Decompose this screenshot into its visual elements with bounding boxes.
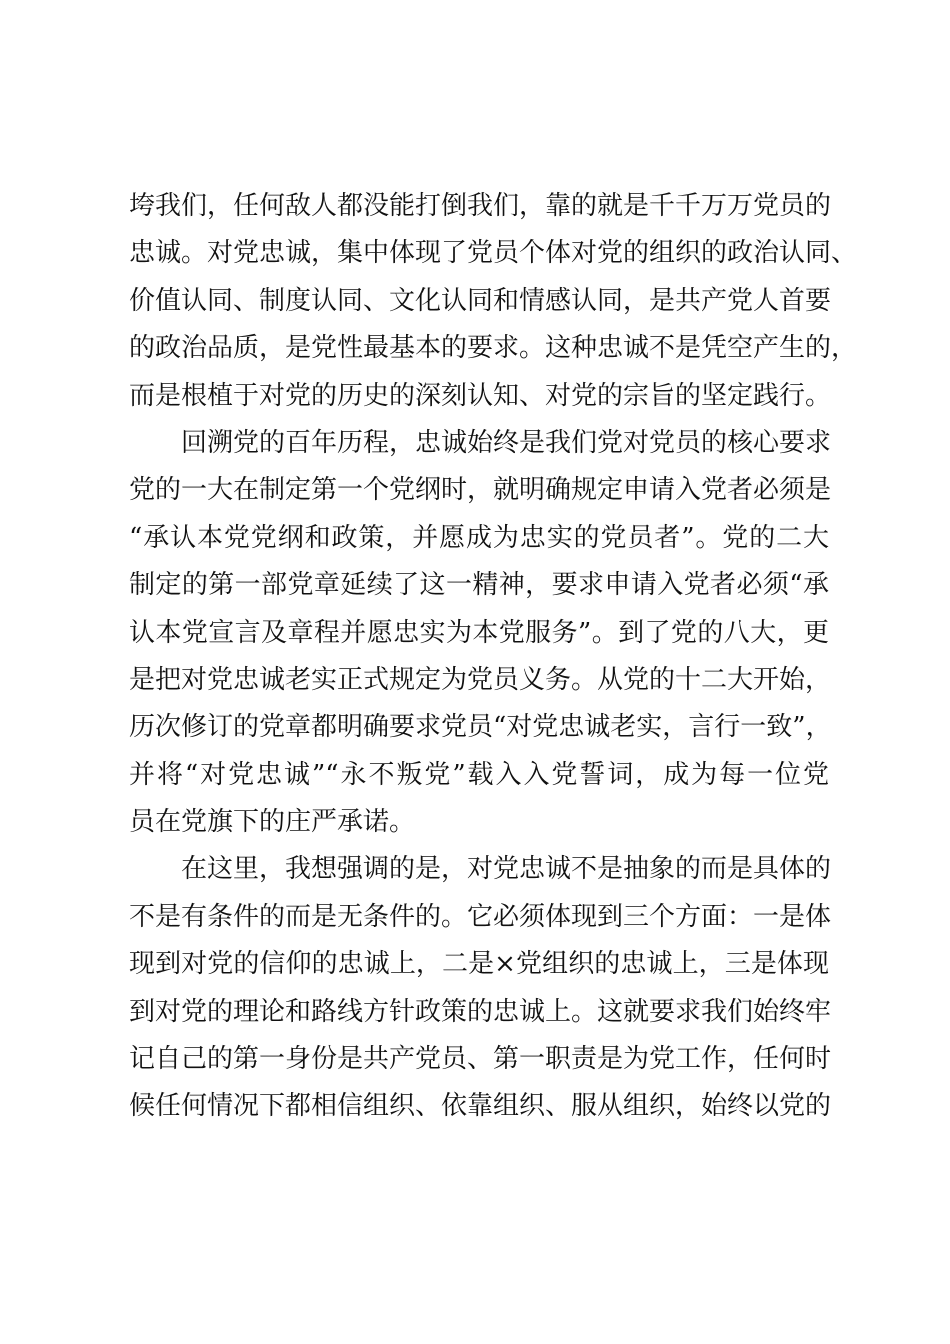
text-line: 记自己的第一身份是共产党员、第一职责是为党工作，任何时 [129,1044,832,1075]
text-line: 而是根植于对党的历史的深刻认知、对党的宗旨的坚定践行。 [129,380,832,411]
text-line: 在这里，我想强调的是，对党忠诚不是抽象的而是具体的 [181,854,832,885]
text-line: 到对党的理论和路线方针政策的忠诚上。这就要求我们始终牢 [129,996,832,1027]
text-line: 候任何情况下都相信组织、依靠组织、服从组织，始终以党的 [129,1091,832,1122]
text-line: 并将“对党忠诚”“永不叛党”载入入党誓词，成为每一位党 [129,759,829,790]
paragraph-1 [129,183,858,420]
text-line: 垮我们，任何敌人都没能打倒我们，靠的就是千千万万党员的 [129,191,832,221]
text-line: 现到对党的信仰的忠诚上，二是×党组织的忠诚上，三是体现 [129,949,829,980]
text-line: “承认本党党纲和政策，并愿成为忠实的党员者”。党的二大 [129,522,829,553]
text-line: 制定的第一部党章延续了这一精神，要求申请入党者必须“承 [129,570,829,601]
text-line: 回溯党的百年历程，忠诚始终是我们党对党员的核心要求 [181,427,832,458]
text-line: 忠诚。对党忠诚，集中体现了党员个体对党的组织的政治认同、 [129,238,858,269]
paragraph-2 [129,420,832,847]
text-line: 党的一大在制定第一个党纲时，就明确规定申请入党者必须是 [129,475,832,506]
text-line: 是把对党忠诚老实正式规定为党员义务。从党的十二大开始， [129,664,832,695]
text-line: 的政治品质，是党性最基本的要求。这种忠诚不是凭空产生的， [129,333,858,364]
text-line: 认本党宣言及章程并愿忠实为本党服务”。到了党的八大，更 [129,617,829,648]
text-line: 员在党旗下的庄严承诺。 [129,807,416,838]
paragraph-3 [129,846,832,1130]
text-line: 历次修订的党章都明确要求党员“对党忠诚老实，言行一致”， [129,712,832,743]
text-line: 价值认同、制度认同、文化认同和情感认同，是共产党人首要 [129,285,832,316]
text-line: 不是有条件的而是无条件的。它必须体现到三个方面：一是体 [129,901,832,932]
document-body [129,183,858,1131]
